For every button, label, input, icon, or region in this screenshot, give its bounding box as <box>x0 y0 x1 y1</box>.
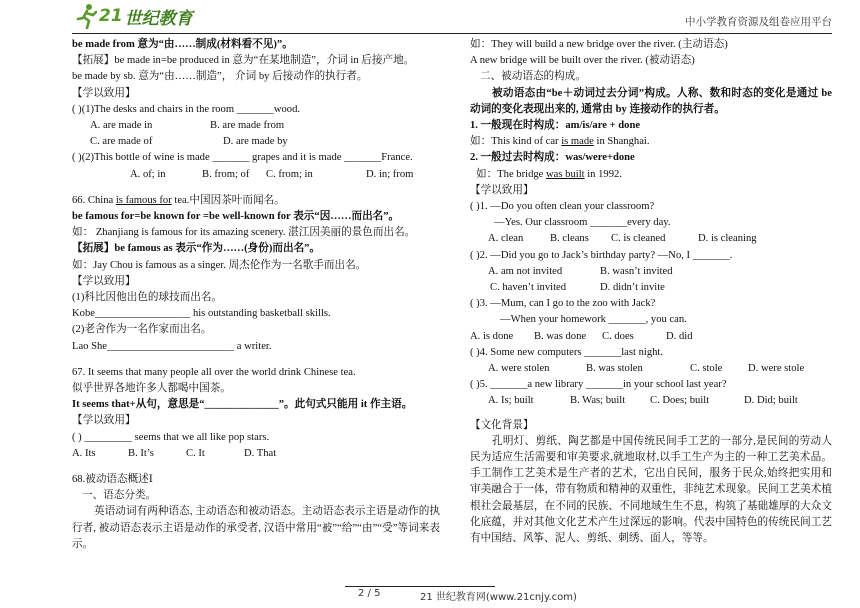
option: D. in; from <box>366 168 414 180</box>
option: C. It <box>186 447 205 459</box>
question: ( )3. —Mum, can I go to the zoo with Jack? <box>470 298 656 310</box>
option: B. cleans <box>550 233 589 245</box>
text-line: Kobe__________________ his outstanding basketball skills. <box>72 308 331 320</box>
question: ( )1. —Do you often clean your classroom? <box>470 201 655 213</box>
text-line: 一、语态分类。 <box>82 490 157 502</box>
option: C. are made of <box>90 136 153 148</box>
runner-logo-icon <box>75 3 97 29</box>
option: D. did <box>666 330 693 342</box>
text-line: 【拓展】be famous as 表示“作为……(身份)而出名”。 <box>72 243 321 255</box>
options-row <box>72 167 440 183</box>
section-title: 68.被动语态概述Ⅰ <box>72 474 153 486</box>
header-divider <box>72 33 832 34</box>
option: A. Its <box>72 447 96 459</box>
logo-name: 世纪教育 <box>124 8 193 29</box>
text-part: 66. China <box>72 194 116 206</box>
option: A. were stolen <box>488 363 550 375</box>
option: C. stole <box>690 363 723 375</box>
section-label: 【学以致用】 <box>72 275 136 287</box>
text-line <box>470 134 832 150</box>
text-line: 二、被动语态的构成。 <box>480 71 586 83</box>
text-line: (1)科比因他出色的球技而出名。 <box>72 292 223 304</box>
option: B. are made from <box>210 120 285 132</box>
option: D. Did; built <box>744 395 798 407</box>
question: ( ) _________ seems that we all like pop stars. <box>72 431 270 443</box>
paragraph: 被动语态由“be＋动词过去分词”构成。人称、数和时态的变化是通过 be 动词的变化表现出来的, 通常由 by 连接动作的执行者。 <box>470 87 832 115</box>
option: D. are made by <box>223 136 288 148</box>
option: C. does <box>602 330 634 342</box>
option: A. Is; built <box>488 395 534 407</box>
question: ( )(1)The desks and chairs in the room _______wood. <box>72 103 301 115</box>
text-line: 67. It seems that many people all over the world drink Chinese tea. <box>72 366 356 378</box>
option: A. of; in <box>130 168 166 180</box>
question: ( )2. —Did you go to Jack’s birthday party? —No, I _______. <box>470 249 733 261</box>
right-column <box>470 37 832 547</box>
options-row <box>470 280 832 296</box>
options-row <box>470 361 832 377</box>
text-line: 如： Zhanjiang is famous for its amazing scenery. 湛江因美丽的景色而出名。 <box>72 227 416 239</box>
option: B. Was; built <box>570 395 626 407</box>
page-number: 2 / 5 <box>358 588 381 599</box>
options-row <box>470 264 832 280</box>
text-part: in 1992. <box>584 168 622 180</box>
option: D. didn’t invite <box>600 282 665 294</box>
options-row <box>72 134 440 150</box>
text-line: (2)老舍作为一名作家而出名。 <box>72 324 212 336</box>
option: C. from; in <box>266 168 313 180</box>
text-line: Lao She________________________ a writer. <box>72 340 272 352</box>
option: C. Does; built <box>650 395 710 407</box>
option: B. was done <box>534 330 587 342</box>
text-line <box>470 167 832 183</box>
culture-paragraph: 孔明灯、剪纸、陶艺都是中国传统民间手工艺的一部分,是民间的劳动人民为适应生活需要和审美要求,就地取材,以手工生产为主的一种工艺美术品。手工制作工艺美术是生产者的艺术，它出自民间，服务于民众,始终把实用和审美融合于一体，带有物质和精神的双重性，非纯艺术现象。民间工艺美术植根社会最基层，在不同的民族、不同地域生生不息，构筑了基础雄厚的大众文化底蕴，并对其他文化艺术产生过深远的影响。代表中国特色的传统民间工艺有中国结、风筝、泥人、剪纸、刺绣、面人，等等。 <box>470 435 832 545</box>
option: A. am not invited <box>488 265 563 277</box>
question: ( )5. _______a new library _______in your school last year? <box>470 379 727 391</box>
text-line: 2. 一般过去时构成：was/were+done <box>470 152 635 164</box>
section-label: 【学以致用】 <box>72 415 136 427</box>
option: A. is done <box>470 330 514 342</box>
text-line: 1. 一般现在时构成：am/is/are + done <box>470 120 641 132</box>
text-line: be made from 意为“由……制成(材料看不见)”。 <box>72 39 293 50</box>
text-line: —Yes. Our classroom _______every day. <box>494 217 671 229</box>
options-row <box>72 118 440 134</box>
option: C. haven’t invited <box>490 282 567 294</box>
page-header <box>0 0 860 36</box>
option: B. from; of <box>202 168 250 180</box>
text-line: A new bridge will be built over the river. (被动语态) <box>470 55 695 67</box>
left-column <box>72 37 440 553</box>
underlined-phrase: is famous for <box>115 194 172 206</box>
options-row <box>470 231 832 247</box>
text-line: be famous for=be known for =be well-known for 表示“因……而出名”。 <box>72 211 400 223</box>
logo-number: 21 <box>99 6 123 26</box>
section-label: 【文化背景】 <box>470 419 534 431</box>
text-line: be made by sb. 意为“由……制造”， 介词 by 后接动作的执行者。 <box>72 71 368 83</box>
text-line: 【拓展】be made in=be produced in 意为“在某地制造”，介词 in 后接产地。 <box>72 55 415 67</box>
option: B. It’s <box>128 447 154 459</box>
platform-name: 中小学教育资源及组卷应用平台 <box>685 16 832 28</box>
text-line: It seems that+从句，意思是“______________”。此句式只能用 it 作主语。 <box>72 399 413 411</box>
question: ( )(2)This bottle of wine is made _______ grapes and it is made _______France. <box>72 152 413 164</box>
text-line: 如：Jay Chou is famous as a singer. 周杰伦作为一名歌手而出名。 <box>72 259 367 271</box>
question: ( )4. Some new computers _______last night. <box>470 346 664 358</box>
underlined-phrase: is made <box>561 136 594 148</box>
option: C. is cleaned <box>611 233 666 245</box>
option: B. was stolen <box>586 363 643 375</box>
option: D. were stole <box>748 363 805 375</box>
options-row <box>470 393 832 409</box>
text-line: —When your homework _______, you can. <box>500 314 687 326</box>
underlined-phrase: was built <box>546 168 585 180</box>
paragraph: 英语动词有两种语态, 主动语态和被动语态。主动语态表示主语是动作的执行者, 被动语态表示主语是动作的承受者, 汉语中常用“被”“给”“由”“受”等词来表示。 <box>72 506 440 550</box>
text-part: 如：The bridge <box>476 168 547 180</box>
option: B. wasn’t invited <box>600 265 673 277</box>
text-line: 似乎世界各地许多人都喝中国茶。 <box>72 383 231 395</box>
option: D. is cleaning <box>698 233 757 245</box>
logo <box>75 2 193 30</box>
footer-site: 21 世纪教育网(www.21cnjy.com) <box>420 592 577 603</box>
footer-divider <box>345 586 495 587</box>
text-part: tea.中国因茶叶而闻名。 <box>171 194 285 206</box>
text-line: 如：They will build a new bridge over the river. (主动语态) <box>470 39 728 50</box>
option: A. are made in <box>90 120 153 132</box>
option: D. That <box>244 447 277 459</box>
section-label: 【学以致用】 <box>72 87 136 99</box>
text-part: in Shanghai. <box>593 136 650 148</box>
option: A. clean <box>488 233 524 245</box>
section-label: 【学以致用】 <box>470 184 534 196</box>
options-row <box>470 329 832 345</box>
text-line <box>72 193 440 209</box>
text-part: 如：This kind of car <box>470 136 562 148</box>
options-row <box>72 446 440 462</box>
